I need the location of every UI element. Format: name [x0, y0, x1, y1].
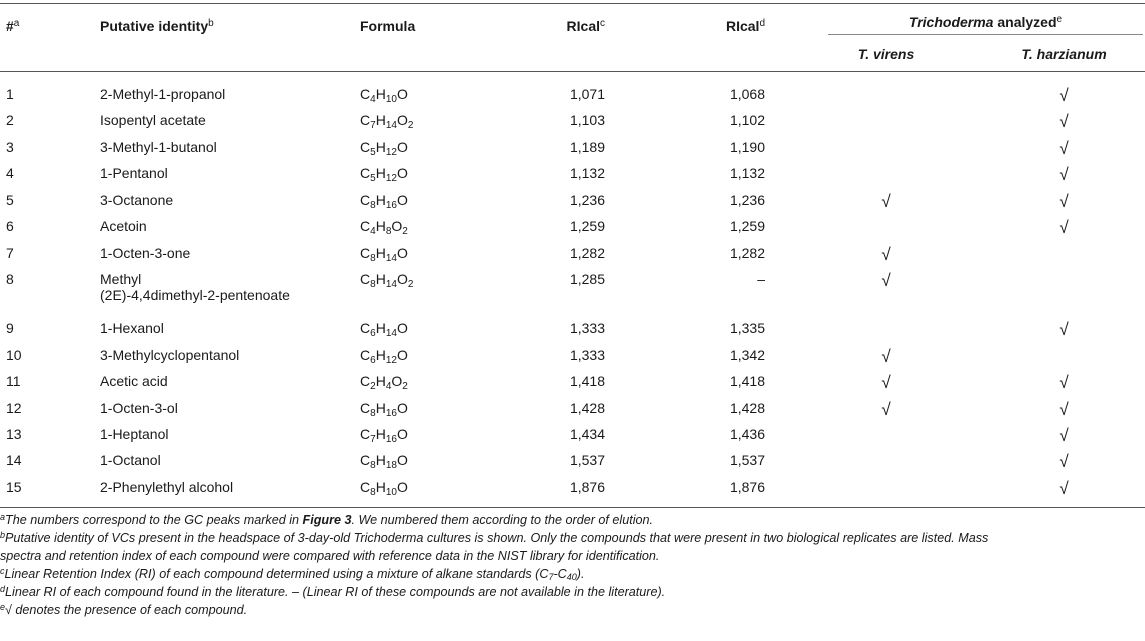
table-header-rule: [0, 71, 1145, 72]
row-number: 3: [6, 139, 14, 155]
compound-name: [100, 320, 164, 336]
footnotes: [0, 511, 1145, 619]
compound-name: [100, 479, 233, 495]
compound-name: [100, 347, 239, 363]
compound-name-line: Methyl: [100, 271, 142, 287]
ri-calculated: 1,285: [569, 271, 605, 287]
check-mark-icon: √: [1059, 452, 1069, 471]
compound-name: [100, 400, 178, 416]
header-tv: T. virens: [857, 46, 915, 62]
table-row: [0, 192, 1145, 218]
ri-calculated: 1,132: [569, 165, 605, 181]
formula: $C_4H_{10}O$: [360, 86, 408, 105]
header-num: #$^a$: [6, 18, 20, 34]
table-row: [0, 426, 1145, 452]
compound-name-line: (2E)-4,4dimethyl-2-pentenoate: [100, 287, 290, 303]
compound-name-line: 3-Methyl-1-butanol: [100, 139, 217, 155]
table-row: [0, 112, 1145, 138]
row-number: 1: [6, 86, 14, 102]
check-mark-icon: √: [1059, 112, 1069, 131]
ri-literature: 1,342: [729, 347, 765, 363]
ri-calculated: 1,434: [569, 426, 605, 442]
check-mark-icon: √: [1059, 426, 1069, 445]
ri-literature: 1,876: [729, 479, 765, 495]
formula: $C_5H_{12}O$: [360, 139, 408, 158]
header-ric: RIcal$^c$: [566, 18, 605, 34]
check-mark-icon: √: [1059, 192, 1069, 211]
formula: $C_2H_4O_2$: [360, 373, 408, 392]
compound-name-line: Acetoin: [100, 218, 147, 234]
table-row: [0, 245, 1145, 271]
compound-name-line: Acetic acid: [100, 373, 168, 389]
compound-name: [100, 426, 169, 442]
compound-name-line: Isopentyl acetate: [100, 112, 206, 128]
check-mark-icon: √: [1059, 218, 1069, 237]
compound-name-line: 1-Pentanol: [100, 165, 168, 181]
table-bottom-rule: [0, 507, 1145, 508]
check-mark-icon: √: [881, 245, 891, 264]
ri-calculated: 1,428: [569, 400, 605, 416]
ri-literature: 1,190: [729, 139, 765, 155]
ri-calculated: 1,103: [569, 112, 605, 128]
table-row: [0, 400, 1145, 426]
ri-calculated: 1,236: [569, 192, 605, 208]
row-number: 8: [6, 271, 14, 287]
header-formula: Formula: [360, 18, 416, 34]
row-number: 10: [6, 347, 22, 363]
row-number: 14: [6, 452, 22, 468]
compound-name: [100, 86, 225, 102]
footnote: $^e$√ denotes the presence of each compound.: [0, 602, 248, 617]
formula: $C_8H_{10}O$: [360, 479, 408, 498]
ri-literature: –: [757, 271, 765, 287]
ri-calculated: 1,418: [569, 373, 605, 389]
table-row: [0, 139, 1145, 165]
ri-calculated: 1,537: [569, 452, 605, 468]
footnote: $^d$Linear RI of each compound found in the literature. – (Linear RI of these compounds are not available in the literature).: [0, 584, 666, 599]
formula: $C_8H_{16}O$: [360, 400, 408, 419]
check-mark-icon: √: [1059, 373, 1069, 392]
check-mark-icon: √: [881, 347, 891, 366]
formula: $C_7H_{14}O_2$: [360, 112, 414, 131]
compound-name: [100, 139, 217, 155]
ri-calculated: 1,282: [569, 245, 605, 261]
compound-name-line: 2-Methyl-1-propanol: [100, 86, 226, 102]
ri-literature: 1,068: [729, 86, 765, 102]
ri-literature: 1,428: [729, 400, 765, 416]
row-number: 7: [6, 245, 14, 261]
formula: $C_8H_{16}O$: [360, 192, 408, 211]
compound-name-line: 1-Hexanol: [100, 320, 164, 336]
row-number: 13: [6, 426, 22, 442]
ri-calculated: 1,333: [569, 347, 605, 363]
compound-name-line: 1-Octen-3-ol: [100, 400, 178, 416]
check-mark-icon: √: [1059, 400, 1069, 419]
row-number: 5: [6, 192, 14, 208]
compound-name: [100, 165, 168, 181]
check-mark-icon: √: [1059, 139, 1069, 158]
table-row: [0, 479, 1145, 505]
ri-literature: 1,335: [729, 320, 765, 336]
compound-name-line: 1-Octanol: [100, 452, 161, 468]
header-identity: Putative identity$^b$: [100, 18, 214, 34]
table-row: [0, 373, 1145, 399]
header-group: Trichoderma analyzed$^e$: [908, 14, 1063, 30]
row-number: 12: [6, 400, 22, 416]
row-number: 4: [6, 165, 14, 181]
footnote: $^c$Linear Retention Index (RI) of each compound determined using a mixture of alkane standards $(C_7-C_{40})$.: [0, 566, 585, 582]
compound-name-line: 2-Phenylethyl alcohol: [100, 479, 234, 495]
compound-name: [100, 218, 147, 234]
check-mark-icon: √: [1059, 86, 1069, 105]
row-number: 9: [6, 320, 14, 336]
footnote: $^b$Putative identity of VCs present in the headspace of 3-day-old Trichoderma cultures is shown. Only the compounds that were present in two biological replicates are listed. Mass: [0, 530, 989, 545]
compound-name: [100, 373, 168, 389]
formula: $C_8H_{14}O$: [360, 245, 408, 264]
formula: $C_8H_{14}O_2$: [360, 271, 414, 290]
row-number: 11: [6, 373, 21, 389]
footnote: spectra and retention index of each compound were compared with reference data in the NIST library for identification.: [0, 549, 660, 563]
ri-calculated: 1,259: [569, 218, 605, 234]
compound-name: [100, 271, 290, 303]
compound-name: [100, 112, 206, 128]
ri-literature: 1,132: [729, 165, 765, 181]
check-mark-icon: √: [1059, 479, 1069, 498]
table-top-rule: [0, 3, 1145, 4]
formula: $C_6H_{14}O$: [360, 320, 408, 339]
check-mark-icon: √: [881, 271, 891, 290]
compound-name: [100, 192, 173, 208]
formula: $C_4H_8O_2$: [360, 218, 408, 237]
ri-literature: 1,102: [729, 112, 765, 128]
ri-literature: 1,537: [729, 452, 765, 468]
table-row: [0, 271, 1145, 303]
formula: $C_6H_{12}O$: [360, 347, 408, 366]
ri-literature: 1,418: [729, 373, 765, 389]
check-mark-icon: √: [881, 192, 891, 211]
header-th: T. harzianum: [1021, 46, 1107, 62]
table-row: [0, 218, 1145, 244]
table-row: [0, 452, 1145, 478]
table-row: [0, 86, 1145, 112]
check-mark-icon: √: [1059, 165, 1069, 184]
compound-name-line: 3-Methylcyclopentanol: [100, 347, 240, 363]
row-number: 6: [6, 218, 14, 234]
table-row: [0, 165, 1145, 191]
check-mark-icon: √: [881, 373, 891, 392]
table-row: [0, 320, 1145, 346]
check-mark-icon: √: [881, 400, 891, 419]
row-number: 15: [6, 479, 22, 495]
ri-literature: 1,236: [729, 192, 765, 208]
compound-name-line: 1-Heptanol: [100, 426, 169, 442]
compound-name: [100, 452, 161, 468]
header-rid: RIcal$^d$: [725, 18, 765, 34]
row-number: 2: [6, 112, 14, 128]
formula: $C_7H_{16}O$: [360, 426, 408, 445]
check-mark-icon: √: [1059, 320, 1069, 339]
ri-literature: 1,282: [729, 245, 765, 261]
table-row: [0, 347, 1145, 373]
header-group-rule: [828, 34, 1143, 35]
ri-calculated: 1,189: [569, 139, 605, 155]
compound-name-line: 1-Octen-3-one: [100, 245, 191, 261]
ri-calculated: 1,333: [569, 320, 605, 336]
formula: $C_8H_{18}O$: [360, 452, 408, 471]
ri-calculated: 1,876: [569, 479, 605, 495]
ri-calculated: 1,071: [569, 86, 605, 102]
footnote: $^a$The numbers correspond to the GC peaks marked in Figure 3. We numbered them according to the order of elution.: [0, 512, 654, 527]
ri-literature: 1,259: [729, 218, 765, 234]
formula: $C_5H_{12}O$: [360, 165, 408, 184]
compound-name-line: 3-Octanone: [100, 192, 174, 208]
ri-literature: 1,436: [729, 426, 765, 442]
compound-name: [100, 245, 190, 261]
